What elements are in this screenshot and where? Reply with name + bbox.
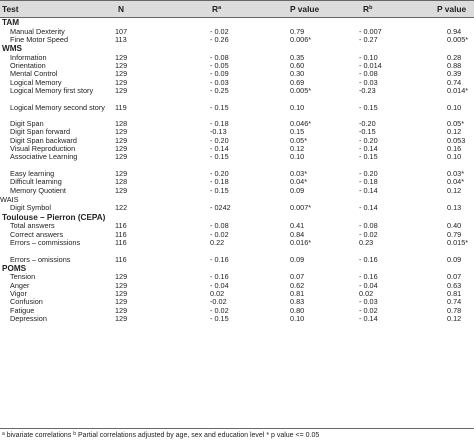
cell-p-bivariate: 0.84 xyxy=(290,229,305,239)
header-r-bivariate-text: R xyxy=(212,4,219,14)
table-row xyxy=(0,170,474,178)
footer-rule xyxy=(0,428,474,429)
group-heading: Toulouse – Pierron (CEPA) xyxy=(2,212,106,222)
cell-r-bivariate: - 0.02 xyxy=(210,229,229,239)
cell-r-partial: - 0.10 xyxy=(359,52,378,62)
cell-r-bivariate: - 0.15 xyxy=(210,185,229,195)
table-row xyxy=(0,298,474,306)
cell-n: 116 xyxy=(115,254,127,264)
cell-n: 128 xyxy=(115,119,128,129)
header-n: N xyxy=(118,4,125,14)
cell-p-partial: 0.63 xyxy=(447,280,462,290)
cell-p-partial: 0.81 xyxy=(447,288,462,298)
cell-r-bivariate: - 0.20 xyxy=(210,135,229,145)
row-label: Manual Dexterity xyxy=(10,26,65,36)
cell-r-partial: - 0.20 xyxy=(359,135,378,145)
cell-p-bivariate: 0.04* xyxy=(290,177,308,187)
cell-r-partial: - 0.04 xyxy=(359,280,378,290)
header-r-bivariate xyxy=(212,4,221,14)
cell-p-bivariate: 0.30 xyxy=(290,69,305,79)
cell-n: 129 xyxy=(115,185,128,195)
cell-r-bivariate: - 0.16 xyxy=(210,272,229,282)
row-label: Depression xyxy=(10,313,47,323)
cell-p-bivariate: 0.62 xyxy=(290,280,305,290)
cell-n: 107 xyxy=(115,26,128,36)
header-r-partial-sup: b xyxy=(369,5,373,11)
cell-r-bivariate: - 0.26 xyxy=(210,34,229,44)
cell-n: 129 xyxy=(115,69,128,79)
cell-p-partial: 0.10 xyxy=(447,102,462,112)
cell-r-bivariate: - 0.05 xyxy=(210,61,229,71)
table-row xyxy=(0,153,474,170)
cell-p-bivariate: 0.09 xyxy=(290,185,305,195)
cell-r-bivariate: - 0.16 xyxy=(210,254,229,264)
table-row xyxy=(0,307,474,315)
cell-p-bivariate: 0.005* xyxy=(290,85,312,95)
cell-r-partial: - 0.14 xyxy=(359,185,378,195)
footnote-b-text: Partial correlations adjusted by age, sex and education level * p value <= 0.05 xyxy=(76,432,320,439)
cell-n: 129 xyxy=(115,305,128,315)
cell-r-partial: -0.15 xyxy=(359,127,376,137)
row-label: Digit Symbol xyxy=(10,203,51,213)
cell-p-bivariate: 0.83 xyxy=(290,297,305,307)
cell-p-bivariate: 0.41 xyxy=(290,221,305,231)
cell-n: 129 xyxy=(115,135,128,145)
cell-n: 122 xyxy=(115,203,128,213)
cell-r-bivariate: - 0.15 xyxy=(210,313,229,323)
table-header xyxy=(0,0,474,18)
cell-r-bivariate: -0.02 xyxy=(210,297,227,307)
cell-r-bivariate: 0.22 xyxy=(210,237,225,247)
cell-r-partial: 0.02 xyxy=(359,288,374,298)
header-r-bivariate-sup: a xyxy=(218,5,222,11)
cell-p-partial: 0.78 xyxy=(447,305,462,315)
cell-p-bivariate: 0.79 xyxy=(290,26,305,36)
cell-r-bivariate: - 0.18 xyxy=(210,119,229,129)
cell-r-partial: -0.23 xyxy=(359,85,376,95)
cell-r-bivariate: - 0.02 xyxy=(210,305,229,315)
cell-r-partial: - 0.15 xyxy=(359,102,378,112)
cell-n: 113 xyxy=(115,34,127,44)
cell-p-partial: 0.74 xyxy=(447,77,462,87)
table-row xyxy=(0,256,474,264)
cell-r-partial: - 0.03 xyxy=(359,297,378,307)
cell-r-partial: - 0.14 xyxy=(359,144,378,154)
cell-r-bivariate: - 0.15 xyxy=(210,102,229,112)
cell-r-partial: -0.20 xyxy=(359,119,376,129)
cell-p-partial: 0.79 xyxy=(447,229,462,239)
table-row xyxy=(0,315,474,323)
cell-r-bivariate: - 0.14 xyxy=(210,144,229,154)
cell-n: 129 xyxy=(115,77,128,87)
cell-n: 129 xyxy=(115,127,128,137)
cell-p-bivariate: 0.10 xyxy=(290,152,305,162)
table-body xyxy=(0,18,474,323)
cell-p-bivariate: 0.12 xyxy=(290,144,305,154)
cell-r-partial: - 0.08 xyxy=(359,69,378,79)
cell-p-bivariate: 0.07 xyxy=(290,272,305,282)
cell-p-partial: 0.74 xyxy=(447,297,462,307)
cell-p-bivariate: 0.60 xyxy=(290,61,305,71)
table-row xyxy=(0,36,474,44)
cell-p-partial: 0.94 xyxy=(447,26,462,36)
row-label: Correct answers xyxy=(10,229,64,239)
row-label: Logical Memory second story xyxy=(10,102,105,112)
row-label: Digit Span backward xyxy=(10,135,77,145)
cell-p-partial: 0.16 xyxy=(447,144,462,154)
cell-p-bivariate: 0.016* xyxy=(290,237,312,247)
cell-r-partial: - 0.14 xyxy=(359,313,378,323)
cell-p-partial: 0.07 xyxy=(447,272,462,282)
footnote-mark-b: b xyxy=(73,431,77,437)
table-footnote xyxy=(2,431,319,439)
cell-r-bivariate: - 0.02 xyxy=(210,26,229,36)
table-row xyxy=(0,282,474,290)
cell-n: 129 xyxy=(115,152,128,162)
cell-r-bivariate: 0.02 xyxy=(210,288,225,298)
cell-r-bivariate: -0.13 xyxy=(210,127,227,137)
cell-n: 129 xyxy=(115,297,128,307)
header-p-bivariate: P value xyxy=(290,4,320,14)
cell-r-partial: - 0.014 xyxy=(359,61,382,71)
cell-p-partial: 0.40 xyxy=(447,221,462,231)
cell-p-bivariate: 0.10 xyxy=(290,102,305,112)
cell-r-bivariate: - 0.08 xyxy=(210,52,229,62)
cell-p-bivariate: 0.03* xyxy=(290,168,308,178)
cell-p-bivariate: 0.05* xyxy=(290,135,308,145)
cell-p-partial: 0.12 xyxy=(447,127,462,137)
cell-n: 129 xyxy=(115,85,128,95)
cell-p-partial: 0.28 xyxy=(447,52,462,62)
cell-r-partial: - 0.02 xyxy=(359,229,378,239)
group-heading: POMS xyxy=(2,263,27,273)
table-row xyxy=(0,87,474,104)
cell-p-partial: 0.005* xyxy=(447,34,469,44)
group-heading: WMS xyxy=(2,44,23,54)
row-label: Logical Memory xyxy=(10,77,62,87)
row-label: Easy learning xyxy=(10,168,55,178)
table-row xyxy=(0,120,474,128)
row-label: Tension xyxy=(10,272,36,282)
group-heading: WAIS xyxy=(0,194,19,204)
cell-p-bivariate: 0.09 xyxy=(290,254,305,264)
cell-r-bivariate: - 0.08 xyxy=(210,221,229,231)
table-row xyxy=(0,290,474,298)
cell-p-partial: 0.12 xyxy=(447,313,462,323)
cell-n: 116 xyxy=(115,229,127,239)
cell-r-bivariate: - 0.18 xyxy=(210,177,229,187)
cell-p-bivariate: 0.35 xyxy=(290,52,305,62)
table-row xyxy=(0,28,474,36)
cell-r-partial: - 0.08 xyxy=(359,221,378,231)
cell-r-bivariate: - 0242 xyxy=(210,203,231,213)
cell-n: 129 xyxy=(115,144,128,154)
cell-p-partial: 0.053 xyxy=(447,135,466,145)
cell-n: 129 xyxy=(115,52,128,62)
cell-r-partial: - 0.007 xyxy=(359,26,382,36)
header-p-partial: P value xyxy=(437,4,467,14)
cell-p-partial: 0.015* xyxy=(447,237,469,247)
row-label: Logical Memory first story xyxy=(10,85,94,95)
cell-p-partial: 0.12 xyxy=(447,185,462,195)
cell-p-partial: 0.04* xyxy=(447,177,465,187)
row-label: Fatigue xyxy=(10,305,35,315)
cell-p-bivariate: 0.006* xyxy=(290,34,312,44)
table-row xyxy=(0,222,474,230)
cell-r-bivariate: - 0.25 xyxy=(210,85,229,95)
cell-r-partial: - 0.16 xyxy=(359,272,378,282)
cell-n: 129 xyxy=(115,61,128,71)
cell-p-bivariate: 0.69 xyxy=(290,77,305,87)
cell-r-bivariate: - 0.03 xyxy=(210,77,229,87)
row-label: Mental Control xyxy=(10,69,58,79)
cell-r-bivariate: - 0.15 xyxy=(210,152,229,162)
footnote-a-text: bivariate correlations xyxy=(4,432,74,439)
cell-r-partial: - 0.20 xyxy=(359,168,378,178)
footnote-mark-a: a xyxy=(2,431,5,437)
cell-n: 116 xyxy=(115,221,127,231)
cell-p-bivariate: 0.007* xyxy=(290,203,312,213)
cell-r-partial: - 0.27 xyxy=(359,34,378,44)
row-label: Anger xyxy=(10,280,30,290)
row-label: Digit Span xyxy=(10,119,44,129)
cell-p-partial: 0.10 xyxy=(447,152,462,162)
table-row xyxy=(0,62,474,70)
table-row xyxy=(0,104,474,121)
table-row xyxy=(0,187,474,195)
table-row xyxy=(0,70,474,78)
cell-p-bivariate: 0.80 xyxy=(290,305,305,315)
cell-p-bivariate: 0.81 xyxy=(290,288,305,298)
table-row xyxy=(0,54,474,62)
row-label: Errors – omissions xyxy=(10,254,71,264)
cell-n: 119 xyxy=(115,102,127,112)
cell-n: 128 xyxy=(115,177,128,187)
row-label: Visual Reproduction xyxy=(10,144,76,154)
header-test: Test xyxy=(2,4,19,14)
cell-p-bivariate: 0.046* xyxy=(290,119,312,129)
table-row xyxy=(0,273,474,281)
row-label: Vigor xyxy=(10,288,27,298)
cell-p-bivariate: 0.10 xyxy=(290,313,305,323)
row-label: Digit Span forward xyxy=(10,127,71,137)
cell-p-partial: 0.13 xyxy=(447,203,462,213)
cell-p-partial: 0.03* xyxy=(447,168,465,178)
table-row xyxy=(0,178,474,186)
cell-n: 129 xyxy=(115,288,128,298)
cell-p-partial: 0.014* xyxy=(447,85,469,95)
cell-r-bivariate: - 0.04 xyxy=(210,280,229,290)
cell-r-bivariate: - 0.09 xyxy=(210,69,229,79)
row-label: Difficult learning xyxy=(10,177,62,187)
row-label: Memory Quotient xyxy=(10,185,66,195)
row-label: Errors – commissions xyxy=(10,237,81,247)
cell-p-partial: 0.39 xyxy=(447,69,462,79)
cell-r-partial: - 0.16 xyxy=(359,254,378,264)
cell-n: 129 xyxy=(115,313,128,323)
cell-r-partial: - 0.14 xyxy=(359,203,378,213)
group-heading: TAM xyxy=(2,18,20,27)
cell-n: 129 xyxy=(115,280,128,290)
cell-n: 116 xyxy=(115,237,127,247)
row-label: Information xyxy=(10,52,47,62)
header-r-partial-text: R xyxy=(363,4,370,14)
table-row xyxy=(0,204,474,212)
cell-r-partial: - 0.15 xyxy=(359,152,378,162)
row-label: Total answers xyxy=(10,221,55,231)
cell-p-partial: 0.09 xyxy=(447,254,462,264)
cell-r-partial: - 0.03 xyxy=(359,77,378,87)
table-row xyxy=(0,239,474,256)
row-label: Confusion xyxy=(10,297,43,307)
cell-p-bivariate: 0.15 xyxy=(290,127,305,137)
cell-r-partial: - 0.02 xyxy=(359,305,378,315)
cell-r-partial: - 0.18 xyxy=(359,177,378,187)
cell-p-partial: 0.05* xyxy=(447,119,465,129)
cell-n: 129 xyxy=(115,272,128,282)
cell-r-bivariate: - 0.20 xyxy=(210,168,229,178)
row-label: Associative Learning xyxy=(10,152,78,162)
cell-n: 129 xyxy=(115,168,128,178)
row-label: Fine Motor Speed xyxy=(10,34,69,44)
cell-p-partial: 0.88 xyxy=(447,61,462,71)
row-label: Orientation xyxy=(10,61,46,71)
cell-r-partial: 0.23 xyxy=(359,237,374,247)
header-r-partial xyxy=(363,4,372,14)
